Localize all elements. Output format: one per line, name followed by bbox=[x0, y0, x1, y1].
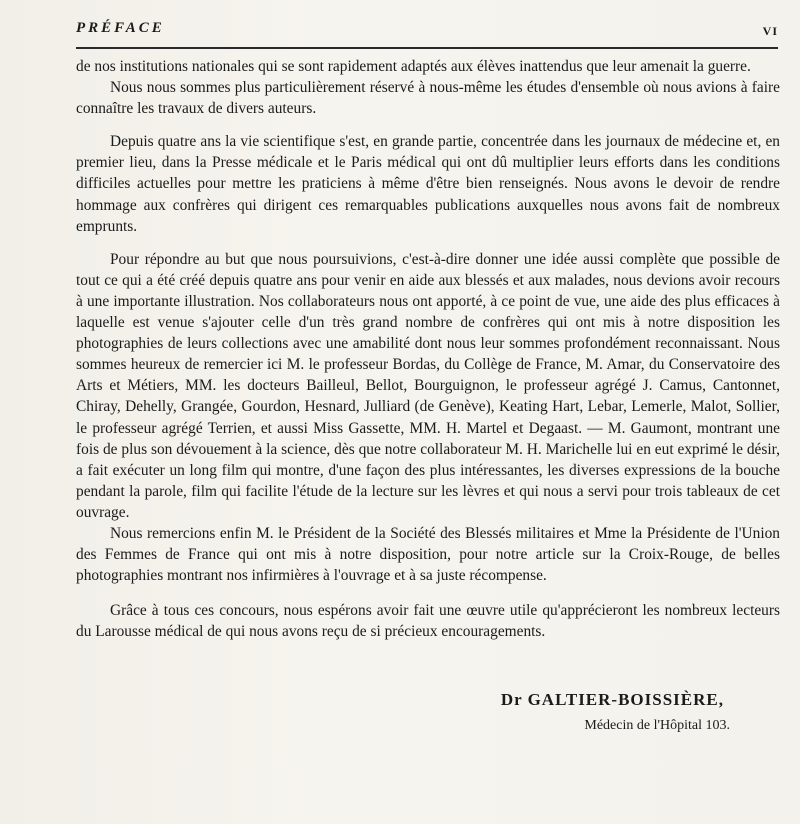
signature-block bbox=[500, 690, 730, 734]
header-rule bbox=[76, 47, 778, 49]
running-head-title: PRÉFACE bbox=[76, 20, 165, 36]
paragraph-continuation: de nos institutions nationales qui se sont rapidement adaptés aux élèves inattendus que leur amenait la guerre. bbox=[76, 58, 751, 75]
author-name: Dr GALTIER-BOISSIÈRE, bbox=[500, 690, 724, 709]
paragraph-medical-journals: Depuis quatre ans la vie scientifique s'est, en grande partie, concentrée dans les journaux de médecine et, en premier lieu, dans la Presse médicale et le Paris médical qui ont dû multiplier leurs efforts dans les conditions difficiles actuelles pour mettre les praticiens à même d'être bien renseignés. Nous avons le devoir de rendre hommage aux confrères qui dirigent ces remarquables publications auxquelles nous avons fait de nombreux emprunts. bbox=[76, 133, 780, 235]
paragraph-closing: Grâce à tous ces concours, nous espérons avoir fait une œuvre utile qu'apprécieront les nombreux lecteurs du Larousse médical de qui nous avons reçu de si précieux encouragements. bbox=[76, 602, 780, 641]
paragraph-illustrations: Pour répondre au but que nous poursuivions, c'est-à-dire donner une idée aussi complète que possible de tout ce qui a été créé depuis quatre ans pour venir en aide aux blessés et aux malades, nous devions avoir recours à une importante illustration. Nos collaborateurs nous ont apporté, à ce point de vue, une aide des plus efficaces à laquelle est venue s'ajouter celle d'un très grand nombre de confrères qui ont mis à notre disposition les photographies de leurs collections avec une amabilité dont nous leur sommes profondément reconnaissant. Nous sommes heureux de remercier ici M. le professeur Bordas, du Collège de France, M. Amar, du Conservatoire des Arts et Métiers, MM. les docteurs Bailleul, Bellot, Bourguignon, le professeur agrégé J. Camus, Cantonnet, Chiray, Dehelly, Grangée, Gourdon, Hesnard, Julliard (de Genève), Keating Hart, Lebar, Lemerle, Malot, Sollier, le professeur agrégé Terrien, et aussi Miss Gassette, MM. H. Martel et Degaast. — M. Gaumont, montrant une fois de plus son dévouement à la science, dès que notre collaborateur M. H. Marichelle lui en eut exprimé le désir, a fait exécuter un long film qui montre, d'une façon des plus intéressantes, les diverses expressions de la bouche pendant la parole, film qui facilite l'étude de la lecture sur les lèvres et qui nous a servi pour trois tableaux de cet ouvrage. bbox=[76, 250, 780, 521]
running-head bbox=[76, 20, 778, 42]
paragraph-overview-studies: Nous nous sommes plus particulièrement réservé à nous-même les études d'ensemble où nous avions à faire connaître les travaux de divers auteurs. bbox=[76, 79, 780, 118]
preface-body bbox=[76, 56, 780, 642]
page-number: VI bbox=[762, 24, 778, 38]
paragraph-red-cross-thanks: Nous remercions enfin M. le Président de la Société des Blessés militaires et Mme la Présidente de l'Union des Femmes de France qui ont mis à notre disposition, pour notre article sur la Croix-Rouge, de belles photographies montrant nos infirmières à l'ouvrage et à sa juste récompense. bbox=[76, 524, 780, 585]
author-role: Médecin de l'Hôpital 103. bbox=[584, 718, 730, 733]
